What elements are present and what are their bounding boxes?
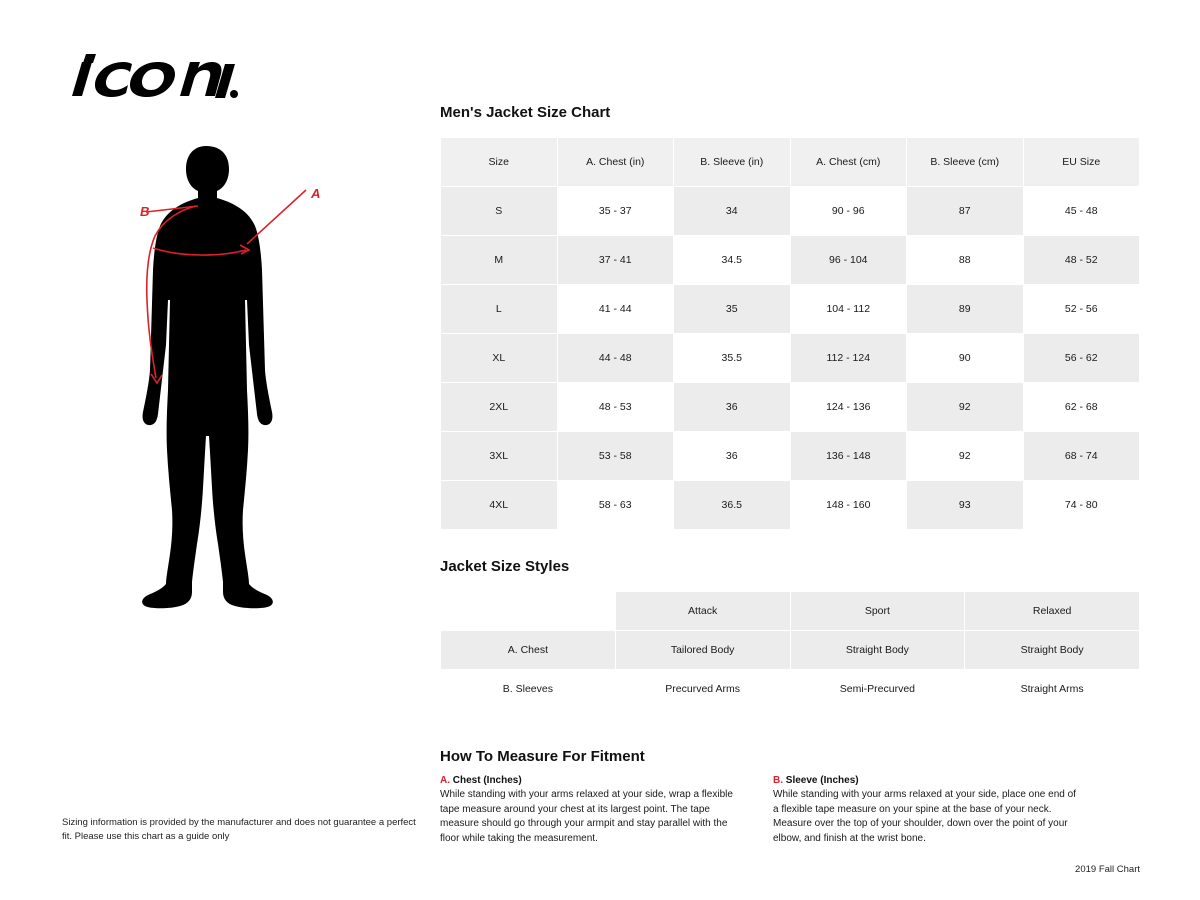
table-cell: 112 - 124 (790, 334, 907, 383)
table-row (441, 481, 1140, 530)
how-to-measure-section (440, 748, 1140, 846)
table-cell: 4XL (441, 481, 558, 530)
table-cell: 36 (674, 383, 791, 432)
table-cell: 53 - 58 (557, 432, 674, 481)
table-cell: 41 - 44 (557, 285, 674, 334)
table-cell: XL (441, 334, 558, 383)
styles-cell: Straight Body (965, 631, 1140, 670)
table-cell: 2XL (441, 383, 558, 432)
chest-heading: Chest (Inches) (452, 775, 522, 786)
styles-row (441, 670, 1140, 709)
table-row (441, 383, 1140, 432)
how-to-measure-item-chest (440, 775, 745, 846)
column-header: EU Size (1023, 138, 1140, 187)
table-cell: 89 (907, 285, 1024, 334)
chest-body: While standing with your arms relaxed at your side, wrap a flexible tape measure around your chest at its largest point. The tape measure should go through your armpit and stay parallel with the floor while taking the measurement. (440, 789, 733, 844)
sleeve-mark: B. (773, 775, 783, 786)
styles-chart-title: Jacket Size Styles (440, 558, 570, 575)
table-header-row (441, 138, 1140, 187)
table-cell: 90 - 96 (790, 187, 907, 236)
table-cell: 136 - 148 (790, 432, 907, 481)
table-cell: 36 (674, 432, 791, 481)
table-cell: 35 - 37 (557, 187, 674, 236)
measure-label-b: B (140, 204, 150, 219)
table-cell: 35.5 (674, 334, 791, 383)
sleeve-body: While standing with your arms relaxed at your side, place one end of a flexible tape measure on your spine at the base of your neck. Measure over the top of your shoulder, down over the point of your elbow, and finish at the wrist bone. (773, 789, 1076, 844)
styles-row-label: A. Chest (441, 631, 616, 670)
table-cell: M (441, 236, 558, 285)
table-cell: 92 (907, 383, 1024, 432)
styles-header-row (441, 592, 1140, 631)
table-cell: 68 - 74 (1023, 432, 1140, 481)
how-to-measure-title: How To Measure For Fitment (440, 748, 645, 765)
table-cell: L (441, 285, 558, 334)
chart-footnote: 2019 Fall Chart (1075, 864, 1140, 875)
table-cell: 3XL (441, 432, 558, 481)
body-silhouette-figure (110, 140, 400, 640)
column-header: A. Chest (cm) (790, 138, 907, 187)
table-row (441, 285, 1140, 334)
table-cell: S (441, 187, 558, 236)
table-cell: 56 - 62 (1023, 334, 1140, 383)
table-cell: 48 - 52 (1023, 236, 1140, 285)
table-cell: 48 - 53 (557, 383, 674, 432)
table-cell: 34 (674, 187, 791, 236)
table-row (441, 236, 1140, 285)
column-header: Size (441, 138, 558, 187)
table-row (441, 187, 1140, 236)
styles-cell: Semi-Precurved (790, 670, 965, 709)
jacket-size-styles-table (440, 591, 1140, 709)
measure-label-a: A (311, 186, 321, 201)
how-to-measure-item-sleeve (773, 775, 1078, 846)
mens-jacket-size-chart-table (440, 137, 1140, 530)
table-cell: 90 (907, 334, 1024, 383)
size-chart-title: Men's Jacket Size Chart (440, 104, 611, 121)
table-cell: 44 - 48 (557, 334, 674, 383)
styles-column-header: Relaxed (965, 592, 1140, 631)
table-cell: 45 - 48 (1023, 187, 1140, 236)
column-header: A. Chest (in) (557, 138, 674, 187)
styles-column-header: Attack (615, 592, 790, 631)
table-cell: 93 (907, 481, 1024, 530)
table-cell: 52 - 56 (1023, 285, 1140, 334)
table-cell: 87 (907, 187, 1024, 236)
table-cell: 124 - 136 (790, 383, 907, 432)
disclaimer-text: Sizing information is provided by the manufacturer and does not guarantee a perfect fit. Please use this chart as a guide only (62, 817, 416, 843)
styles-cell: Tailored Body (615, 631, 790, 670)
table-cell: 74 - 80 (1023, 481, 1140, 530)
table-cell: 92 (907, 432, 1024, 481)
table-cell: 96 - 104 (790, 236, 907, 285)
brand-logo (62, 52, 242, 108)
styles-cell: Straight Arms (965, 670, 1140, 709)
styles-row-label: B. Sleeves (441, 670, 616, 709)
table-cell: 104 - 112 (790, 285, 907, 334)
charts-column (440, 104, 1140, 709)
styles-corner-cell (441, 592, 616, 631)
table-cell: 58 - 63 (557, 481, 674, 530)
table-cell: 35 (674, 285, 791, 334)
column-header: B. Sleeve (cm) (907, 138, 1024, 187)
table-cell: 148 - 160 (790, 481, 907, 530)
styles-column-header: Sport (790, 592, 965, 631)
column-header: B. Sleeve (in) (674, 138, 791, 187)
table-row (441, 334, 1140, 383)
styles-cell: Straight Body (790, 631, 965, 670)
styles-cell: Precurved Arms (615, 670, 790, 709)
table-row (441, 432, 1140, 481)
table-cell: 88 (907, 236, 1024, 285)
sleeve-heading: Sleeve (Inches) (785, 775, 859, 786)
table-cell: 34.5 (674, 236, 791, 285)
table-cell: 37 - 41 (557, 236, 674, 285)
styles-row (441, 631, 1140, 670)
table-cell: 62 - 68 (1023, 383, 1140, 432)
table-cell: 36.5 (674, 481, 791, 530)
chest-mark: A. (440, 775, 450, 786)
